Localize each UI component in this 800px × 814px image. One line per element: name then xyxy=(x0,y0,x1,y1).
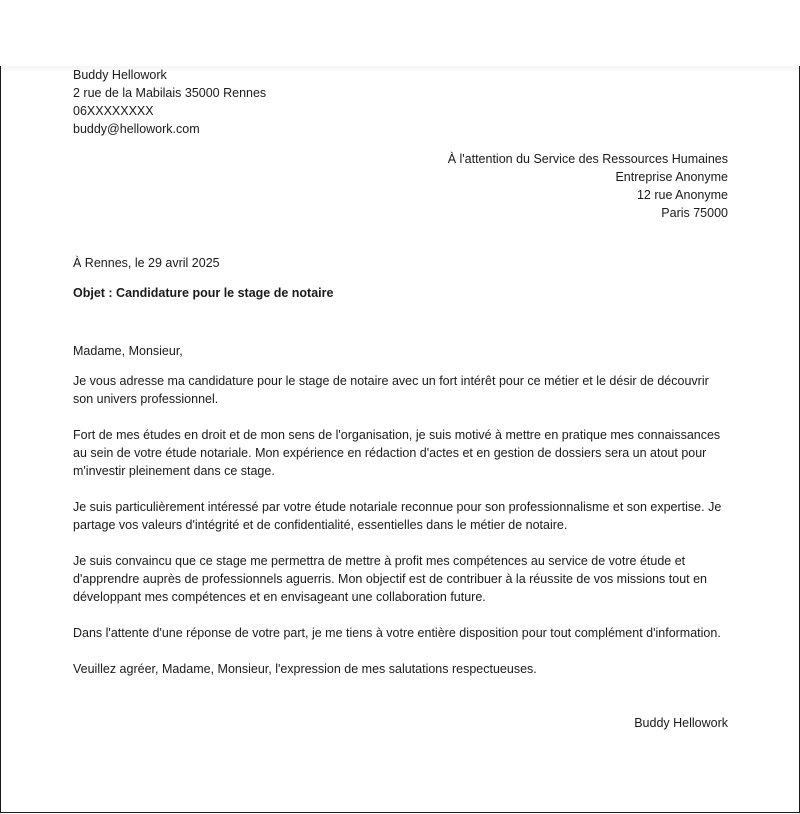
recipient-attention: À l'attention du Service des Ressources Humaines xyxy=(447,152,728,166)
letter-signature: Buddy Hellowork xyxy=(634,716,728,730)
body-paragraph-4: Je suis convaincu que ce stage me permettra de mettre à profit mes compétences au service de votre étude et d'apprendre auprès de professionnels aguerris. Mon objectif est de contribuer à la réussite de vos missions tout en développant mes compétences et en envisageant une collaboration future. xyxy=(73,554,707,604)
sender-name: Buddy Hellowork xyxy=(73,68,167,82)
recipient-street: 12 rue Anonyme xyxy=(636,188,728,202)
body-paragraph-1: Je vous adresse ma candidature pour le stage de notaire avec un fort intérêt pour ce métier et le désir de découvrir son univers professionnel. xyxy=(73,374,709,406)
letter-content xyxy=(73,66,728,732)
body-paragraph-3: Je suis particulièrement intéressé par votre étude notariale reconnue pour son professionnalisme et son expertise. Je partage vos valeurs d'intégrité et de confidentialité, essentielles dans le métier de notaire. xyxy=(73,500,722,532)
letter-subject: Objet : Candidature pour le stage de notaire xyxy=(73,286,334,300)
recipient-city: Paris 75000 xyxy=(661,206,728,220)
body-paragraph-2: Fort de mes études en droit et de mon sens de l'organisation, je suis motivé à mettre en pratique mes connaissances au sein de votre étude notariale. Mon expérience en rédaction d'actes et en gestion de dossiers sera un atout pour m'investir pleinement dans ce stage. xyxy=(73,428,721,478)
letter-closing: Veuillez agréer, Madame, Monsieur, l'expression de mes salutations respectueuses. xyxy=(73,662,537,676)
sender-email: buddy@hellowork.com xyxy=(73,122,200,136)
recipient-company: Entreprise Anonyme xyxy=(615,170,728,184)
sender-phone: 06XXXXXXXX xyxy=(73,104,154,118)
sender-block xyxy=(73,66,728,138)
top-bar xyxy=(0,0,800,66)
sender-address: 2 rue de la Mabilais 35000 Rennes xyxy=(73,86,267,100)
recipient-block xyxy=(73,150,728,222)
body-paragraph-5: Dans l'attente d'une réponse de votre part, je me tiens à votre entière disposition pour tout complément d'information. xyxy=(73,626,721,640)
letter-date: À Rennes, le 29 avril 2025 xyxy=(73,256,220,270)
letter-salutation: Madame, Monsieur, xyxy=(73,344,183,358)
letter-page xyxy=(0,66,800,813)
